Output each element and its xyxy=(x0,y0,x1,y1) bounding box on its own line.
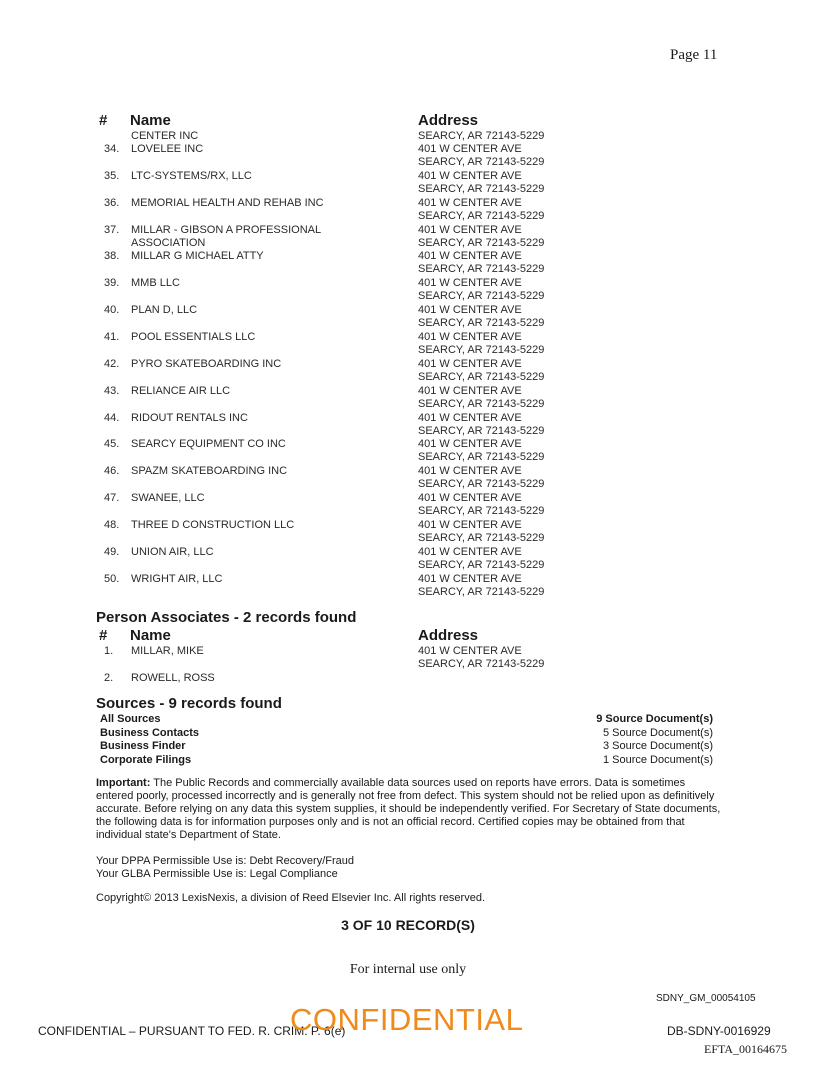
business-row-address-line1: 401 W CENTER AVE xyxy=(418,412,522,424)
col-header-name: Name xyxy=(130,112,171,129)
copyright-notice: Copyright© 2013 LexisNexis, a division of Reed Elsevier Inc. All rights reserved. xyxy=(96,892,486,904)
business-row-address-line2: SEARCY, AR 72143-5229 xyxy=(418,398,545,410)
business-row-number: 50. xyxy=(104,573,120,585)
business-row-name: MEMORIAL HEALTH AND REHAB INC xyxy=(131,197,324,209)
business-row-number: 36. xyxy=(104,197,120,209)
important-label: Important: xyxy=(96,777,151,789)
business-row-address-line2: SEARCY, AR 72143-5229 xyxy=(418,586,545,598)
business-row-number: 40. xyxy=(104,304,120,316)
business-row-address-line1: 401 W CENTER AVE xyxy=(418,438,522,450)
business-row-name: POOL ESSENTIALS LLC xyxy=(131,331,256,343)
person-col-header-name: Name xyxy=(130,627,171,644)
business-row-number: 44. xyxy=(104,412,120,424)
business-row-address-line2: SEARCY, AR 72143-5229 xyxy=(418,290,545,302)
business-row-number: 49. xyxy=(104,546,120,558)
business-row-name: PLAN D, LLC xyxy=(131,304,198,316)
business-row-name: SPAZM SKATEBOARDING INC xyxy=(131,465,288,477)
col-header-address: Address xyxy=(418,112,479,129)
person-row-address-line1: 401 W CENTER AVE xyxy=(418,645,522,657)
confidential-notice: CONFIDENTIAL – PURSUANT TO FED. R. CRIM. P. 6(e) xyxy=(38,1024,346,1038)
business-row-name: RIDOUT RENTALS INC xyxy=(131,412,248,424)
person-col-header-number: # xyxy=(99,627,108,644)
source-label-business-contacts: Business Contacts xyxy=(100,727,200,739)
business-row-number: 35. xyxy=(104,170,120,182)
business-row-number: 47. xyxy=(104,492,120,504)
source-label-all: All Sources xyxy=(100,713,161,725)
sdny-id: SDNY_GM_00054105 xyxy=(656,993,756,1004)
business-row-address-line2: SEARCY, AR 72143-5229 xyxy=(418,478,545,490)
person-row-number: 1. xyxy=(104,645,114,657)
business-row-name-line2: ASSOCIATION xyxy=(131,237,206,249)
business-row-address-line2: SEARCY, AR 72143-5229 xyxy=(418,425,545,437)
business-row-number: 45. xyxy=(104,438,120,450)
business-row-number: 43. xyxy=(104,385,120,397)
dppa-permissible-use: Your DPPA Permissible Use is: Debt Recovery/Fraud xyxy=(96,855,354,867)
important-text: The Public Records and commercially available data sources used on reports have errors. Data is sometimes entered poorly, processed incorrectly and is generally not free from defect. This system should not be relied upon as definitively accurate. Before relying on any data this system supplies, it should be independently verified. For Secretary of State documents, the following data is for information purposes only and is not an official record. Certified copies may be obtained from that individual state's Department of State. xyxy=(96,777,721,841)
source-value-corporate-filings: 1 Source Document(s) xyxy=(602,754,713,766)
business-row-name: WRIGHT AIR, LLC xyxy=(131,573,223,585)
sources-title: Sources - 9 records found xyxy=(96,695,282,712)
business-row-address-line2: SEARCY, AR 72143-5229 xyxy=(418,505,545,517)
business-row-address-line2: SEARCY, AR 72143-5229 xyxy=(418,344,545,356)
business-row-address-line1: 401 W CENTER AVE xyxy=(418,143,522,155)
business-row-address-line1: 401 W CENTER AVE xyxy=(418,331,522,343)
business-row-address-line2: SEARCY, AR 72143-5229 xyxy=(418,156,545,168)
business-row-name: SWANEE, LLC xyxy=(131,492,205,504)
business-row-name: PYRO SKATEBOARDING INC xyxy=(131,358,282,370)
business-row-name: UNION AIR, LLC xyxy=(131,546,214,558)
person-col-header-address: Address xyxy=(418,627,479,644)
person-row-number: 2. xyxy=(104,672,114,684)
db-number: DB-SDNY-0016929 xyxy=(667,1024,771,1038)
business-row-address-line1: 401 W CENTER AVE xyxy=(418,358,522,370)
record-count: 3 OF 10 RECORD(S) xyxy=(341,917,475,933)
page-number: Page 11 xyxy=(670,47,718,63)
business-row-address-line2: SEARCY, AR 72143-5229 xyxy=(418,317,545,329)
business-row-number: 48. xyxy=(104,519,120,531)
business-row-name: MMB LLC xyxy=(131,277,180,289)
business-row-name: MILLAR - GIBSON A PROFESSIONAL xyxy=(131,224,322,236)
business-row-number: 38. xyxy=(104,250,120,262)
source-value-business-finder: 3 Source Document(s) xyxy=(602,740,713,752)
business-row-number: 39. xyxy=(104,277,120,289)
business-row-address-line1: 401 W CENTER AVE xyxy=(418,250,522,262)
continuation-address: SEARCY, AR 72143-5229 xyxy=(418,130,545,142)
source-value-business-contacts: 5 Source Document(s) xyxy=(602,727,713,739)
source-label-business-finder: Business Finder xyxy=(100,740,186,752)
business-row-address-line2: SEARCY, AR 72143-5229 xyxy=(418,371,545,383)
business-row-number: 46. xyxy=(104,465,120,477)
confidential-stamp: CONFIDENTIAL xyxy=(290,1002,524,1037)
business-row-name: THREE D CONSTRUCTION LLC xyxy=(131,519,295,531)
business-row-number: 37. xyxy=(104,224,120,236)
business-row-address-line1: 401 W CENTER AVE xyxy=(418,492,522,504)
internal-use-notice: For internal use only xyxy=(349,962,467,977)
source-label-corporate-filings: Corporate Filings xyxy=(100,754,192,766)
business-row-address-line1: 401 W CENTER AVE xyxy=(418,197,522,209)
person-row-address-line2: SEARCY, AR 72143-5229 xyxy=(418,658,545,670)
business-row-number: 34. xyxy=(104,143,120,155)
person-row-name: ROWELL, ROSS xyxy=(131,672,215,684)
important-notice xyxy=(96,777,721,842)
business-row-address-line1: 401 W CENTER AVE xyxy=(418,224,522,236)
business-row-number: 42. xyxy=(104,358,120,370)
business-row-number: 41. xyxy=(104,331,120,343)
business-row-address-line2: SEARCY, AR 72143-5229 xyxy=(418,237,545,249)
person-row-name: MILLAR, MIKE xyxy=(131,645,204,657)
efta-number: EFTA_00164675 xyxy=(704,1042,788,1056)
business-row-address-line1: 401 W CENTER AVE xyxy=(418,304,522,316)
continuation-name: CENTER INC xyxy=(131,130,199,142)
business-row-address-line2: SEARCY, AR 72143-5229 xyxy=(418,451,545,463)
business-row-name: SEARCY EQUIPMENT CO INC xyxy=(131,438,286,450)
business-row-address-line2: SEARCY, AR 72143-5229 xyxy=(418,183,545,195)
col-header-number: # xyxy=(99,112,108,129)
business-row-address-line2: SEARCY, AR 72143-5229 xyxy=(418,210,545,222)
business-row-address-line1: 401 W CENTER AVE xyxy=(418,277,522,289)
business-row-name: RELIANCE AIR LLC xyxy=(131,385,231,397)
business-row-address-line1: 401 W CENTER AVE xyxy=(418,385,522,397)
business-row-address-line2: SEARCY, AR 72143-5229 xyxy=(418,263,545,275)
business-row-address-line1: 401 W CENTER AVE xyxy=(418,465,522,477)
business-row-address-line2: SEARCY, AR 72143-5229 xyxy=(418,559,545,571)
source-value-all: 9 Source Document(s) xyxy=(596,713,713,725)
business-row-address-line1: 401 W CENTER AVE xyxy=(418,573,522,585)
business-row-address-line1: 401 W CENTER AVE xyxy=(418,546,522,558)
business-row-name: LTC-SYSTEMS/RX, LLC xyxy=(131,170,252,182)
business-row-name: MILLAR G MICHAEL ATTY xyxy=(131,250,264,262)
glba-permissible-use: Your GLBA Permissible Use is: Legal Compliance xyxy=(96,868,338,880)
business-row-address-line2: SEARCY, AR 72143-5229 xyxy=(418,532,545,544)
business-row-address-line1: 401 W CENTER AVE xyxy=(418,170,522,182)
person-associates-title: Person Associates - 2 records found xyxy=(96,609,357,626)
business-row-name: LOVELEE INC xyxy=(131,143,204,155)
business-row-address-line1: 401 W CENTER AVE xyxy=(418,519,522,531)
